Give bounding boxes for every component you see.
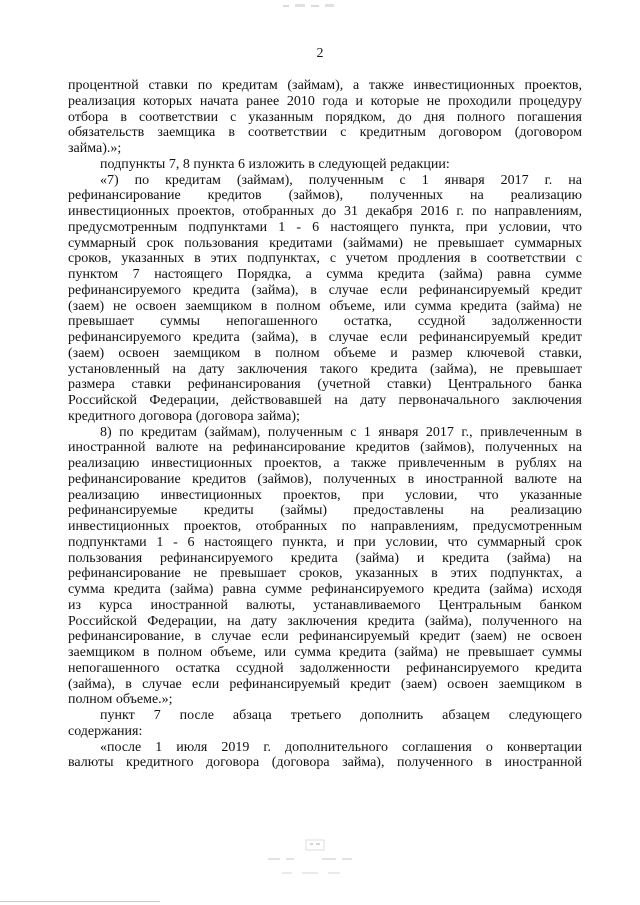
text-line: инвестиционных проектов, отобранных по направлениям, предусмотренным bbox=[68, 519, 582, 534]
text-line: превышает суммы непогашенного остатка, ссудной задолженности bbox=[68, 314, 582, 330]
text-line: размера ставки рефинансирования (учетной ставки) Центрального банка bbox=[68, 377, 582, 393]
text-line: отбора в соответствии с указанным порядком, до дня полного погашения bbox=[68, 109, 582, 125]
text-line: сумма кредита (займа) равна сумме рефинансируемого кредита (займа) исходя bbox=[68, 582, 582, 597]
text-line: реализацию инвестиционных проектов, а также привлеченным в рублях на bbox=[68, 456, 582, 471]
text-line: рефинансирование, в случае если рефинансируемый кредит (заем) не освоен bbox=[68, 629, 582, 645]
text-line: займа).»; bbox=[68, 141, 122, 156]
text-line: кредитного договора (договора займа); bbox=[68, 408, 300, 424]
document-body bbox=[68, 78, 582, 771]
text-line: пункт 7 после абзаца третьего дополнить абзацем следующего bbox=[100, 708, 582, 723]
text-line: процентной ставки по кредитам (займам), а также инвестиционных проектов, bbox=[68, 78, 582, 93]
text-line: предусмотренным подпунктами 1 - 6 настоящего пункта, при условии, что bbox=[68, 219, 582, 235]
text-line: «7) по кредитам (займам), полученным с 1 января 2017 г. на bbox=[100, 172, 582, 188]
text-line: подпункты 7, 8 пункта 6 изложить в следующей редакции: bbox=[100, 156, 450, 172]
text-line: (заем) освоен заемщиком в полном объеме и размер ключевой ставки, bbox=[68, 345, 582, 361]
text-line: рефинансирование не превышает сроков, указанных в этих подпунктах, а bbox=[68, 566, 582, 582]
text-line: рефинансируемого кредита (займа), в случае если рефинансируемый кредит bbox=[68, 330, 582, 345]
text-line: рефинансируемые кредиты (займы) предоставлены на реализацию bbox=[68, 503, 582, 519]
text-line: заемщиком в полном объеме, или сумма кредита (займа) не превышает суммы bbox=[68, 645, 582, 660]
text-line: рефинансируемого кредита (займа), в случае если рефинансируемый кредит bbox=[68, 282, 582, 298]
text-line: валюты кредитного договора (договора займа), полученного в иностранной bbox=[68, 755, 582, 771]
text-line: рефинансирование кредитов (займов), полученных в иностранной валюте на bbox=[68, 471, 582, 487]
text-line: суммарный срок пользования кредитами (займами) не превышает суммарных bbox=[68, 235, 582, 251]
text-line: рефинансирование кредитов (займов), полученных на реализацию bbox=[68, 188, 582, 204]
text-line: непогашенного остатка ссудной задолженности рефинансируемого кредита bbox=[68, 660, 582, 676]
text-line: подпунктами 1 - 6 настоящего пункта, и при условии, что суммарный срок bbox=[68, 534, 582, 550]
text-line: пунктом 7 настоящего Порядка, а сумма кредита (займа) равна сумме bbox=[68, 267, 582, 282]
text-line: (заем) не освоен заемщиком в полном объеме, или сумма кредита (займа) не bbox=[68, 298, 582, 314]
text-line: из курса иностранной валюты, устанавливаемого Центральным банком bbox=[68, 597, 582, 613]
text-line: полном объеме.»; bbox=[68, 692, 173, 708]
text-line: иностранной валюте на рефинансирование кредитов (займов), полученных на bbox=[68, 440, 582, 456]
text-line: (займа), в случае если рефинансируемый кредит (заем) освоен заемщиком в bbox=[68, 676, 582, 692]
text-line: пользования рефинансируемого кредита (займа) и кредита (займа) на bbox=[68, 550, 582, 566]
text-line: Российской Федерации, на дату заключения кредита (займа), полученного на bbox=[68, 613, 582, 629]
text-line: реализацию инвестиционных проектов, при условии, что указанные bbox=[68, 487, 582, 503]
footnote-rule bbox=[0, 901, 160, 902]
text-line: инвестиционных проектов, отобранных до 31 декабря 2016 г. по направлениям, bbox=[68, 204, 582, 219]
stamp-mark-top bbox=[275, 2, 345, 10]
text-line: содержания: bbox=[68, 723, 143, 739]
text-line: установленный на дату заключения такого кредита (займа), не превышает bbox=[68, 361, 582, 377]
text-line: «после 1 июля 2019 г. дополнительного соглашения о конвертации bbox=[100, 739, 582, 755]
page-number: 2 bbox=[316, 46, 324, 61]
text-line: Российской Федерации, действовавшей на дату первоначального заключения bbox=[68, 393, 582, 408]
text-line: 8) по кредитам (займам), полученным с 1 января 2017 г., привлеченным в bbox=[100, 424, 582, 440]
text-line: обязательств заемщика в соответствии с кредитным договором (договором bbox=[68, 125, 582, 141]
stamp-mark-bottom bbox=[262, 838, 372, 880]
text-line: реализация которых начата ранее 2010 года и которые не проходили процедуру bbox=[68, 93, 582, 109]
text-line: сроков, указанных в этих подпунктах, с учетом продления в соответствии с bbox=[68, 251, 582, 267]
